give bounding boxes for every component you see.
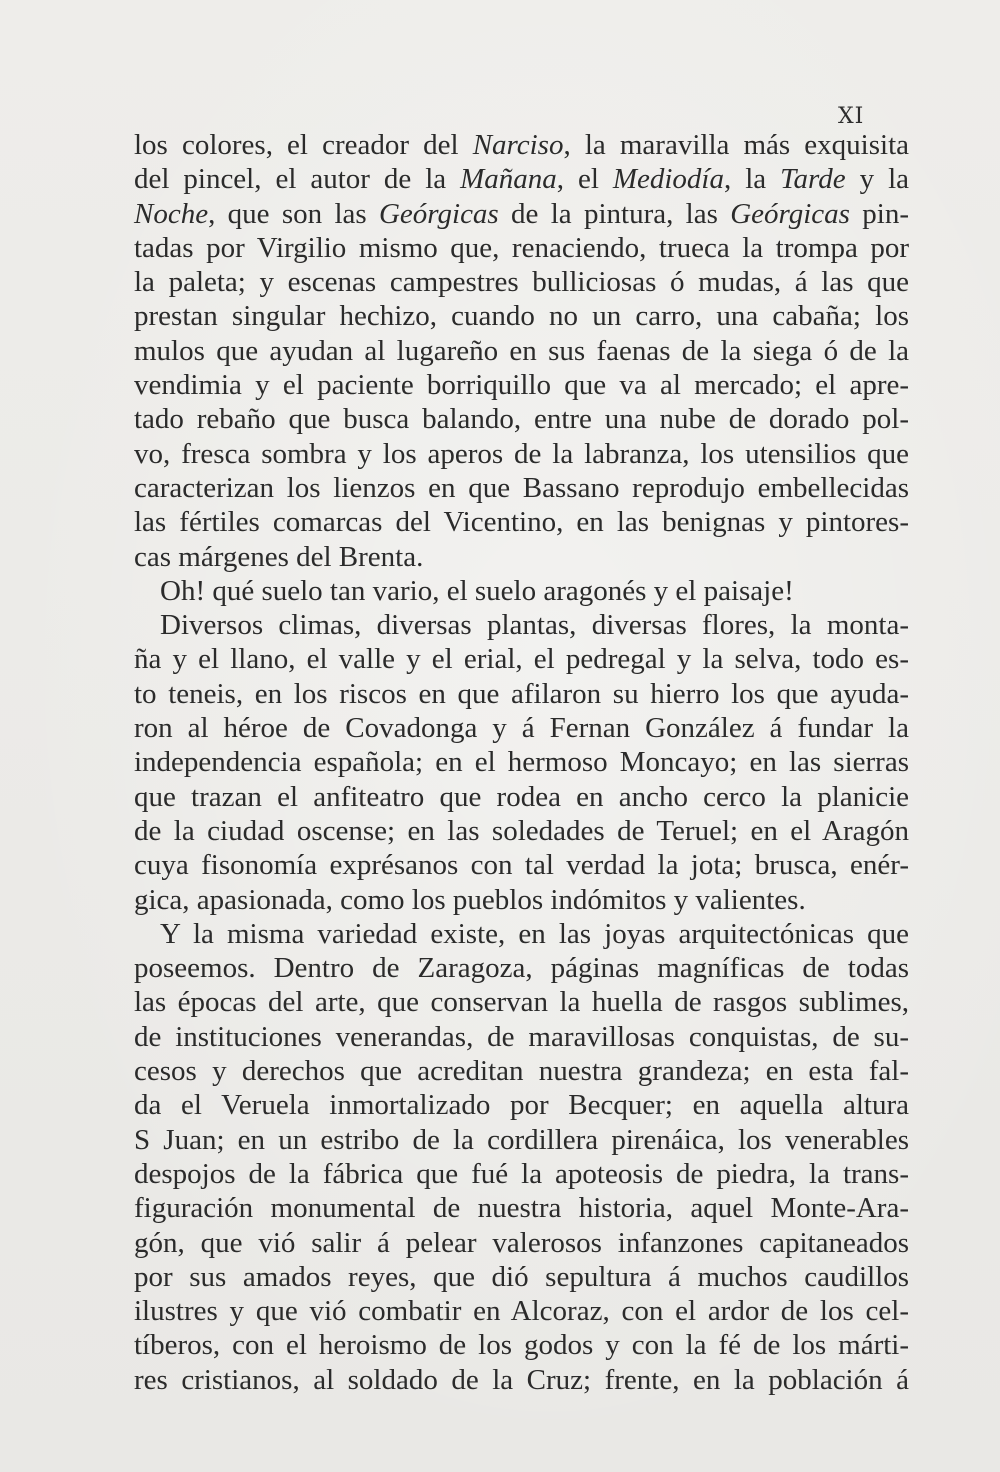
text-span: Y la misma variedad existe, en las joyas arquitectónicas que: [160, 917, 909, 950]
text-line: [134, 437, 909, 471]
text-line: [134, 780, 909, 814]
text-span: las épocas del arte, que conservan la huella de rasgos sublimes,: [134, 986, 909, 1019]
text-span: , la: [724, 163, 781, 196]
text-span: cuya fisonomía exprésanos con tal verdad la jota; brusca, enér-: [134, 849, 909, 882]
text-line: [134, 128, 909, 162]
text-span: tadas por Virgilio mismo que, renaciendo, trueca la trompa por: [134, 231, 909, 264]
text-span: ña y el llano, el valle y el erial, el pedregal y la selva, todo es-: [134, 643, 909, 676]
text-span: caracterizan los lienzos en que Bassano reprodujo embellecidas: [134, 471, 909, 504]
text-line: [134, 265, 909, 299]
italic-title: Geórgicas: [378, 197, 499, 230]
text-line: [134, 505, 909, 539]
text-line: [134, 1363, 909, 1397]
page-number: XI: [838, 104, 865, 129]
text-span: cas márgenes del Brenta.: [134, 540, 424, 573]
text-span: ron al héroe de Covadonga y á Fernan González á fundar la: [134, 712, 909, 745]
text-line: [134, 299, 909, 333]
body-text: [134, 128, 909, 1397]
text-line: [134, 1294, 909, 1328]
text-line: [134, 951, 909, 985]
text-span: , que son las: [208, 197, 379, 230]
text-line: [134, 745, 909, 779]
text-span: tíberos, con el heroismo de los godos y con la fé de los márti-: [134, 1329, 909, 1362]
text-span: to teneis, en los riscos en que afilaron su hierro los que ayuda-: [134, 677, 909, 710]
text-line: [134, 231, 909, 265]
text-span: , el: [556, 163, 613, 196]
text-line: [134, 368, 909, 402]
text-span: de la ciudad oscense; en las soledades de Teruel; en el Aragón: [134, 814, 909, 847]
text-line: [134, 814, 909, 848]
text-span: S Juan; en un estribo de la cordillera pirenáica, los venerables: [134, 1123, 909, 1156]
italic-title: Noche: [134, 197, 209, 230]
text-span: de instituciones venerandas, de maravillosas conquistas, de su-: [134, 1020, 909, 1053]
text-span: las fértiles comarcas del Vicentino, en las benignas y pintores-: [134, 506, 909, 539]
text-line: [134, 608, 909, 642]
text-line: [134, 402, 909, 436]
text-span: res cristianos, al soldado de la Cruz; frente, en la población á: [134, 1363, 909, 1396]
text-line: [134, 642, 909, 676]
text-line: [134, 1088, 909, 1122]
italic-title: Geórgicas: [730, 197, 850, 230]
text-span: Oh! qué suelo tan vario, el suelo aragonés y el paisaje!: [160, 574, 794, 607]
text-span: tado rebaño que busca balando, entre una nube de dorado pol-: [134, 403, 909, 436]
italic-title: Mediodía: [612, 163, 724, 196]
text-line: [134, 848, 909, 882]
text-span: independencia española; en el hermoso Moncayo; en las sierras: [134, 746, 909, 779]
text-span: cesos y derechos que acreditan nuestra grandeza; en esta fal-: [134, 1055, 909, 1088]
italic-title: Mañana: [460, 163, 557, 196]
text-line: [134, 1157, 909, 1191]
text-line: [134, 883, 909, 917]
text-span: vendimia y el paciente borriquillo que va al mercado; el apre-: [134, 369, 909, 402]
text-span: vo, fresca sombra y los aperos de la labranza, los utensilios que: [134, 437, 909, 470]
text-line: [134, 471, 909, 505]
italic-title: Tarde: [780, 163, 846, 196]
text-span: ilustres y que vió combatir en Alcoraz, con el ardor de los cel-: [134, 1295, 909, 1328]
text-line: [134, 1260, 909, 1294]
text-span: figuración monumental de nuestra historia, aquel Monte-Ara-: [134, 1192, 909, 1225]
text-line: [134, 1226, 909, 1260]
text-line: [134, 540, 909, 574]
text-span: gica, apasionada, como los pueblos indómitos y valientes.: [134, 883, 806, 916]
text-span: prestan singular hechizo, cuando no un carro, una cabaña; los: [134, 300, 909, 333]
text-span: despojos de la fábrica que fué la apoteosis de piedra, la trans-: [134, 1157, 909, 1190]
text-line: [134, 1123, 909, 1157]
text-line: [134, 677, 909, 711]
text-span: mulos que ayudan al lugareño en sus faenas de la siega ó de la: [134, 334, 909, 367]
text-line: [134, 917, 909, 951]
text-span: los colores, el creador del: [134, 129, 473, 161]
text-span: de la pintura, las: [498, 197, 731, 230]
text-line: [134, 162, 909, 196]
italic-title: Narciso: [472, 129, 564, 161]
text-span: que trazan el anfiteatro que rodea en ancho cerco la planicie: [134, 780, 909, 813]
text-line: [134, 1328, 909, 1362]
text-span: da el Veruela inmortalizado por Becquer; en aquella altura: [134, 1089, 909, 1122]
text-span: y la: [845, 163, 909, 196]
text-span: por sus amados reyes, que dió sepultura á muchos caudillos: [134, 1260, 909, 1293]
text-line: [134, 197, 909, 231]
text-span: poseemos. Dentro de Zaragoza, páginas magníficas de todas: [134, 952, 909, 985]
text-span: la paleta; y escenas campestres bulliciosas ó mudas, á las que: [134, 266, 909, 299]
text-line: [134, 1020, 909, 1054]
text-line: [134, 334, 909, 368]
text-span: , la maravilla más exquisita: [563, 129, 910, 161]
text-line: [134, 574, 909, 608]
text-line: [134, 1054, 909, 1088]
text-line: [134, 1191, 909, 1225]
text-line: [134, 985, 909, 1019]
text-span: Diversos climas, diversas plantas, diversas flores, la monta-: [160, 609, 909, 642]
text-line: [134, 711, 909, 745]
text-span: del pincel, el autor de la: [134, 163, 461, 196]
text-span: gón, que vió salir á pelear valerosos infanzones capitaneados: [134, 1226, 909, 1259]
text-span: pin-: [849, 197, 909, 230]
